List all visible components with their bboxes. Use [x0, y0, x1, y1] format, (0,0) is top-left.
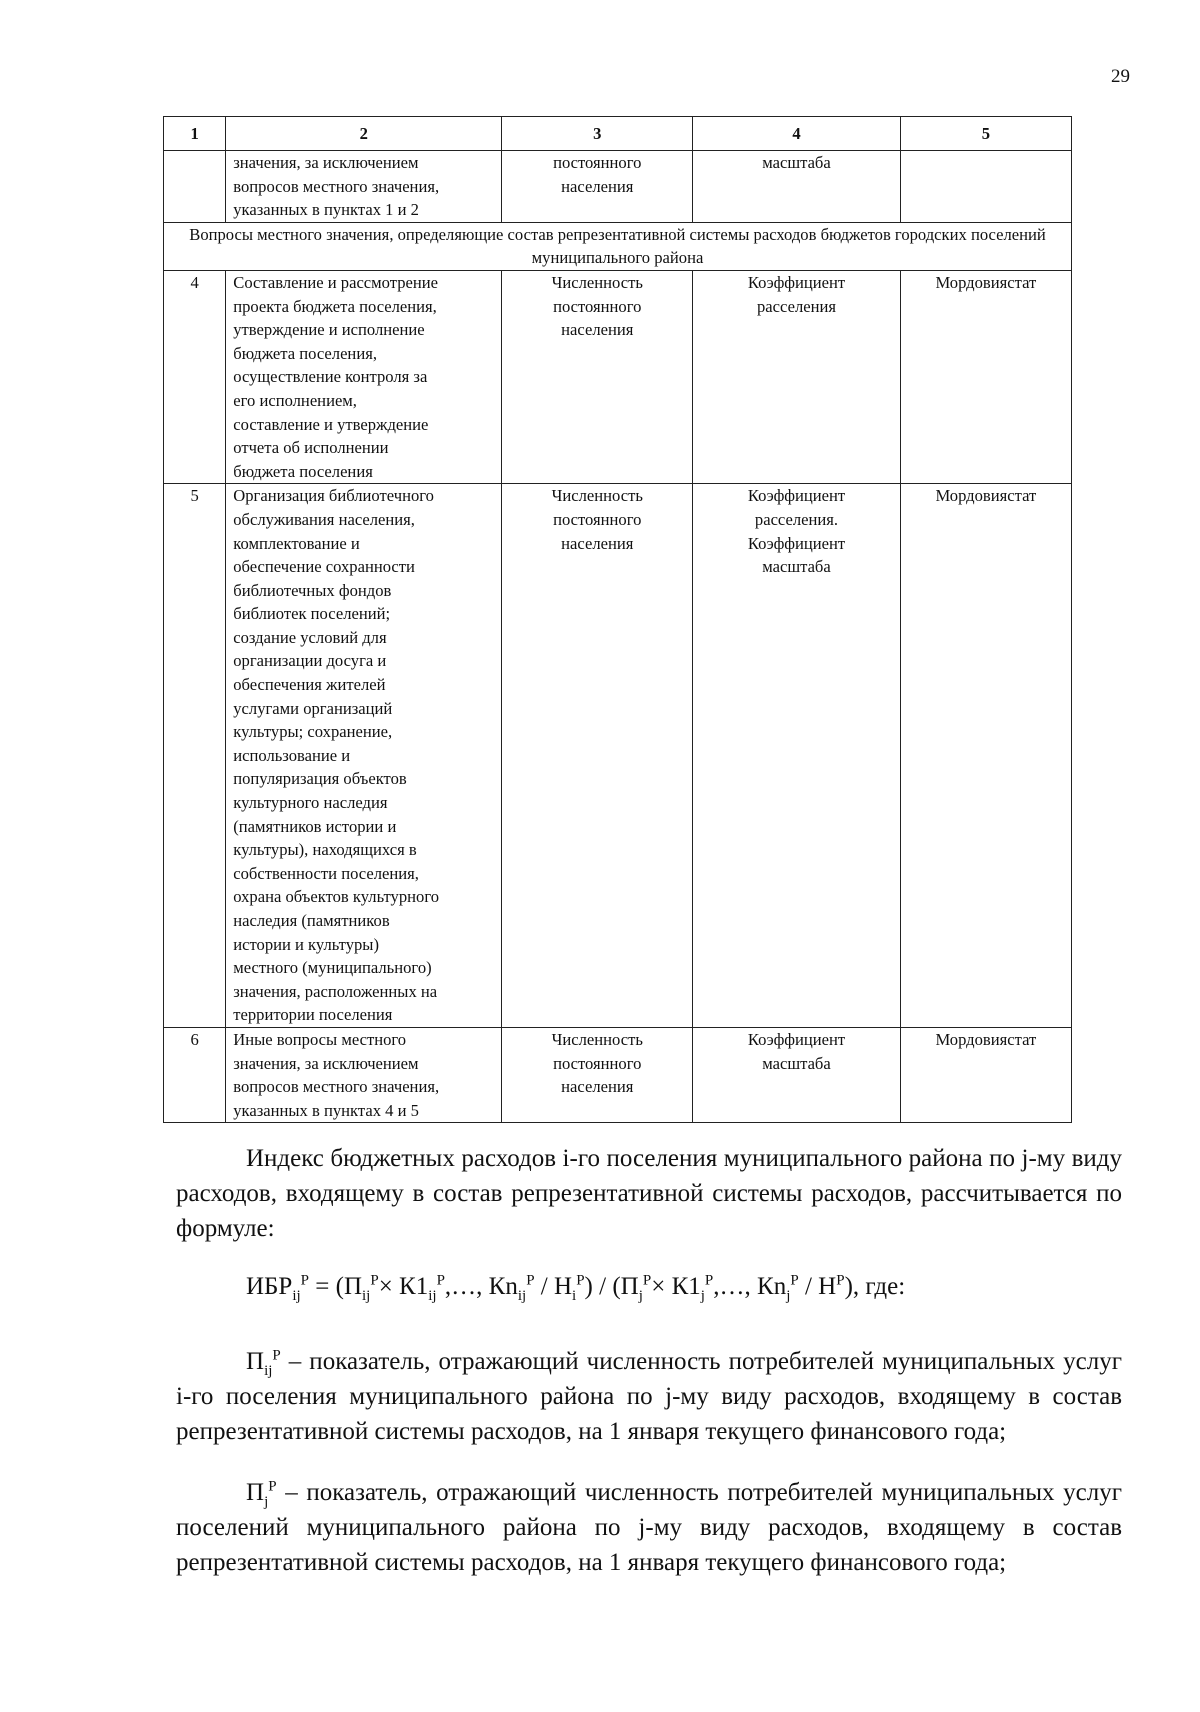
- issue-cell: Организация библиотечного обслуживания населения, комплектование и обеспечение сохранности библиотечных фондов библиотек поселений; создание условий для организации досуга и обеспечения жителей услугами организаций культуры; сохранение, использование и популяризация объектов культурного наследия (памятников истории и культуры), находящихся в собственности поселения, охрана объектов культурного наследия (памятников истории и культуры) местного (муниципального) значения, расположенных на территории поселения: [226, 484, 502, 1028]
- formula-text: / Н: [798, 1273, 837, 1300]
- table-row: [164, 1027, 1072, 1122]
- issue-cell: Составление и рассмотрение проекта бюджета поселения, утверждение и исполнение бюджета поселения, осуществление контроля за его исполнением, составление и утверждение отчета об исполнении бюджета поселения: [226, 270, 502, 483]
- formula-text: × К1: [651, 1273, 701, 1300]
- definition-block-1: [176, 1344, 1122, 1449]
- formula-text: = (П: [309, 1273, 362, 1300]
- row-number-cell: 6: [164, 1027, 226, 1122]
- formula-sub: j: [638, 1288, 643, 1304]
- formula-sup: Р: [642, 1272, 652, 1289]
- formula-sub: ij: [292, 1288, 301, 1304]
- indicator-cell: Численность постоянного населения: [502, 270, 693, 483]
- coefficient-cell: Коэффициент масштаба: [693, 1027, 901, 1122]
- indicator-cell: Численность постоянного населения: [502, 484, 693, 1028]
- formula-text: ) / (П: [584, 1273, 639, 1300]
- row-number-cell: [164, 151, 226, 223]
- source-cell: Мордовиястат: [900, 1027, 1071, 1122]
- formula-lhs: ИБР: [246, 1273, 293, 1300]
- intro-paragraph: Индекс бюджетных расходов i-го поселения муниципального района по j-му виду расходов, входящему в состав репрезентативной системы расходов, рассчитывается по формуле:: [176, 1145, 1122, 1242]
- formula-text: ,…, Кn: [713, 1273, 787, 1300]
- table-header-row: [164, 117, 1072, 151]
- page-number: 29: [1111, 66, 1130, 87]
- formula-sup: Р: [790, 1272, 799, 1289]
- formula-sup: Р: [576, 1272, 585, 1289]
- table-header-cell: 3: [502, 117, 693, 151]
- table-header-cell: 4: [693, 117, 901, 151]
- source-cell: Мордовиястат: [900, 484, 1071, 1028]
- indicator-cell: постоянного населения: [502, 151, 693, 223]
- formula-sup: Р: [300, 1272, 310, 1289]
- coefficient-cell: Коэффициент расселения. Коэффициент масштаба: [693, 484, 901, 1028]
- table-header-cell: 1: [164, 117, 226, 151]
- definition-symbol: $П_{ij}^Р$: [246, 1347, 281, 1379]
- definition-paragraph: [176, 1475, 1122, 1580]
- formula-text: × К1: [378, 1273, 429, 1300]
- table-header-cell: 2: [226, 117, 502, 151]
- definition-text: – показатель, отражающий численность потребителей муниципальных услуг поселений муниципального района по j-му виду расходов, входящему в состав репрезентативной системы расходов, на 1 января текущего финансового года;: [176, 1479, 1122, 1576]
- formula-sub: j: [786, 1288, 791, 1304]
- formula-sup: Р: [436, 1272, 445, 1289]
- formula-sub: ij: [428, 1288, 437, 1304]
- coefficient-cell: Коэффициент расселения: [693, 270, 901, 483]
- table-row: [164, 484, 1072, 1028]
- issue-cell: значения, за исключением вопросов местного значения, указанных в пунктах 1 и 2: [226, 151, 502, 223]
- table-row: [164, 270, 1072, 483]
- indicator-cell: Численность постоянного населения: [502, 1027, 693, 1122]
- table-row: [164, 151, 1072, 223]
- formula-sup: Р: [836, 1272, 845, 1289]
- formula-sub: ij: [517, 1288, 527, 1304]
- formula-sub: j: [700, 1288, 705, 1304]
- formula-text: / Н: [534, 1273, 573, 1300]
- definition-text: – показатель, отражающий численность потребителей муниципальных услуг i-го поселения муниципального района по j-му виду расходов, входящему в состав репрезентативной системы расходов, на 1 января текущего финансового года;: [176, 1348, 1123, 1445]
- table-header-cell: 5: [900, 117, 1071, 151]
- formula-sup: Р: [704, 1272, 714, 1289]
- coefficient-cell: масштаба: [693, 151, 901, 223]
- intro-block: [176, 1141, 1122, 1246]
- issue-cell: Иные вопросы местного значения, за исключением вопросов местного значения, указанных в пунктах 4 и 5: [226, 1027, 502, 1122]
- formula-sub: i: [572, 1288, 577, 1304]
- section-header-row: [164, 222, 1072, 270]
- source-cell: Мордовиястат: [900, 270, 1071, 483]
- row-number-cell: 5: [164, 484, 226, 1028]
- formula-text: ,…, Кn: [444, 1273, 518, 1300]
- definition-symbol: $П_j^Р$: [246, 1478, 277, 1510]
- section-header-cell: Вопросы местного значения, определяющие состав репрезентативной системы расходов бюджетов городских поселений муниципального района: [164, 222, 1072, 270]
- definition-paragraph: [176, 1344, 1122, 1449]
- formula: [246, 1272, 906, 1304]
- formula-text: ), где:: [844, 1273, 906, 1300]
- formula-sup: Р: [526, 1272, 535, 1289]
- formula-sub: ij: [362, 1288, 371, 1304]
- formula-sup: Р: [370, 1272, 379, 1289]
- row-number-cell: 4: [164, 270, 226, 483]
- source-cell: [900, 151, 1071, 223]
- expense-table: [163, 116, 1072, 1123]
- definition-block-2: [176, 1475, 1122, 1580]
